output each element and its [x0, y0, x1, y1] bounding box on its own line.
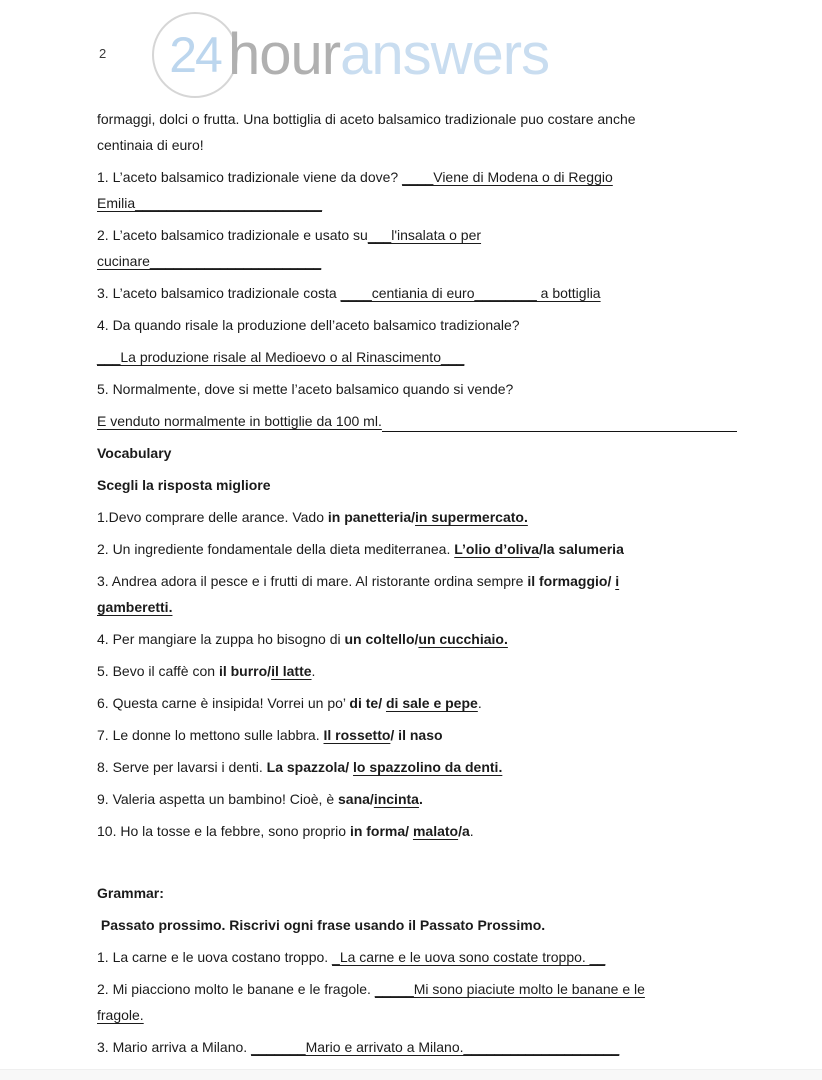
heading-scegli-la-risposta	[97, 472, 737, 498]
heading-passato-prossimo	[97, 912, 737, 938]
text-run: .	[418, 791, 423, 807]
text-run: in forma/	[349, 823, 413, 839]
text-run: Grammar:	[97, 885, 164, 901]
text-run: ____Viene di Modena o di Reggio	[402, 169, 613, 185]
vocab-item-3	[97, 568, 737, 620]
text-run: 3. Andrea adora il pesce e i frutti di mare. Al ristorante ordina sempre	[97, 573, 528, 589]
text-run: 9. Valeria aspetta un bambino! Cioè, è	[97, 791, 339, 807]
text-run: / il naso	[390, 727, 443, 743]
reading-answer-4	[97, 344, 737, 370]
text-run: il latte	[271, 663, 312, 679]
text-run: 8. Serve per lavarsi i denti.	[97, 759, 267, 775]
heading-grammar	[97, 880, 737, 906]
text-run: L’olio d’oliva	[454, 541, 540, 557]
text-run: .	[311, 663, 316, 679]
intro-paragraph	[97, 106, 737, 158]
text-run: Emilia________________________	[97, 195, 322, 211]
heading-vocabulary	[97, 440, 737, 466]
text-run: 1.Devo comprare delle arance. Vado	[97, 509, 328, 525]
text-run: incinta	[373, 791, 419, 807]
text-run: Il rossetto	[323, 727, 391, 743]
text-run: 1. L’aceto balsamico tradizionale viene da dove?	[97, 169, 403, 185]
text-run: il formaggio/	[527, 573, 616, 589]
text-run: un coltello/	[344, 631, 419, 647]
text-run: Vocabulary	[97, 445, 172, 461]
text-run: /la salumeria	[539, 541, 624, 557]
vocab-item-8	[97, 754, 737, 780]
text-run: Scegli la risposta migliore	[97, 477, 271, 493]
answer-underline-rule	[382, 431, 737, 432]
text-run: centinaia di euro!	[97, 137, 204, 153]
text-run: _La carne e le uova sono costate troppo. __	[332, 949, 606, 965]
document-body	[0, 104, 822, 1060]
reading-question-1	[97, 164, 737, 216]
text-run: in supermercato.	[415, 509, 528, 525]
text-run: cucinare______________________	[97, 253, 322, 269]
text-run: 5. Bevo il caffè con	[97, 663, 219, 679]
text-run: 4. Per mangiare la zuppa ho bisogno di	[97, 631, 345, 647]
text-run: di sale e pepe	[385, 695, 478, 711]
logo-word-hour: hour	[228, 22, 341, 87]
text-run: 3. L’aceto balsamico tradizionale costa	[97, 285, 341, 301]
vocab-item-2	[97, 536, 737, 562]
text-run: ____centiania di euro________ a bottiglia	[340, 285, 601, 301]
text-run: 3. Mario arriva a Milano.	[97, 1039, 252, 1055]
vocab-item-4	[97, 626, 737, 652]
page-number: 2	[99, 46, 107, 61]
text-run: ___l'insalata o per	[367, 227, 482, 243]
text-run: 4. Da quando risale la produzione dell’aceto balsamico tradizionale?	[97, 317, 520, 333]
reading-question-4	[97, 312, 737, 338]
reading-question-2	[97, 222, 737, 274]
text-run: gamberetti.	[97, 599, 173, 615]
reading-question-3	[97, 280, 737, 306]
text-run: formaggi, dolci o frutta. Una bottiglia di aceto balsamico tradizionale puo costare anche	[97, 111, 636, 127]
text-run: _______Mario e arrivato a Milano.____________________	[251, 1039, 620, 1055]
text-run: 2. Mi piacciono molto le banane e le fragole.	[97, 981, 375, 997]
text-run: 1. La carne e le uova costano troppo.	[97, 949, 333, 965]
text-run: un cucchiaio.	[418, 631, 508, 647]
reading-answer-5	[97, 408, 737, 434]
vocab-item-7	[97, 722, 737, 748]
logo-24-text: 24	[169, 27, 221, 83]
text-run: 2. Un ingrediente fondamentale della dieta mediterranea.	[97, 541, 455, 557]
text-run: i	[615, 573, 620, 589]
text-run: malato	[412, 823, 459, 839]
logo	[152, 12, 549, 98]
grammar-item-3	[97, 1034, 737, 1060]
reading-question-5	[97, 376, 737, 402]
text-run: di te/	[349, 695, 386, 711]
text-run: 6. Questa carne è insipida! Vorrei un po’	[97, 695, 350, 711]
text-run: fragole.	[97, 1007, 144, 1023]
vocab-item-1	[97, 504, 737, 530]
text-run: E venduto normalmente in bottiglie da 100 ml.	[97, 413, 382, 429]
text-run: Passato prossimo. Riscrivi ogni frase usando il Passato Prossimo.	[97, 917, 546, 933]
text-run: .	[477, 695, 482, 711]
vocab-item-9	[97, 786, 737, 812]
logo-word-answers: answers	[340, 22, 550, 87]
logo-24-circle-icon	[152, 12, 238, 98]
text-run: 2. L’aceto balsamico tradizionale e usato su	[97, 227, 368, 243]
text-run: 10. Ho la tosse e la febbre, sono proprio	[97, 823, 350, 839]
text-run: il burro/	[218, 663, 272, 679]
text-run: 5. Normalmente, dove si mette l’aceto balsamico quando si vende?	[97, 381, 514, 397]
text-run: La spazzola/	[266, 759, 353, 775]
grammar-item-1	[97, 944, 737, 970]
text-run: _____Mi sono piaciute molto le banane e le	[374, 981, 645, 997]
text-run: .	[469, 823, 474, 839]
vocab-item-10	[97, 818, 737, 844]
text-run: in panetteria/	[327, 509, 416, 525]
text-run: 7. Le donne lo mettono sulle labbra.	[97, 727, 324, 743]
text-run: /a	[458, 823, 470, 839]
grammar-item-2	[97, 976, 737, 1028]
text-run: ___La produzione risale al Medioevo o al Rinascimento___	[97, 349, 465, 365]
page-bottom-edge	[0, 1069, 822, 1080]
vocab-item-6	[97, 690, 737, 716]
page-header	[0, 0, 822, 104]
vocab-item-5	[97, 658, 737, 684]
text-run: lo spazzolino da denti.	[353, 759, 503, 775]
text-run: sana/	[338, 791, 374, 807]
